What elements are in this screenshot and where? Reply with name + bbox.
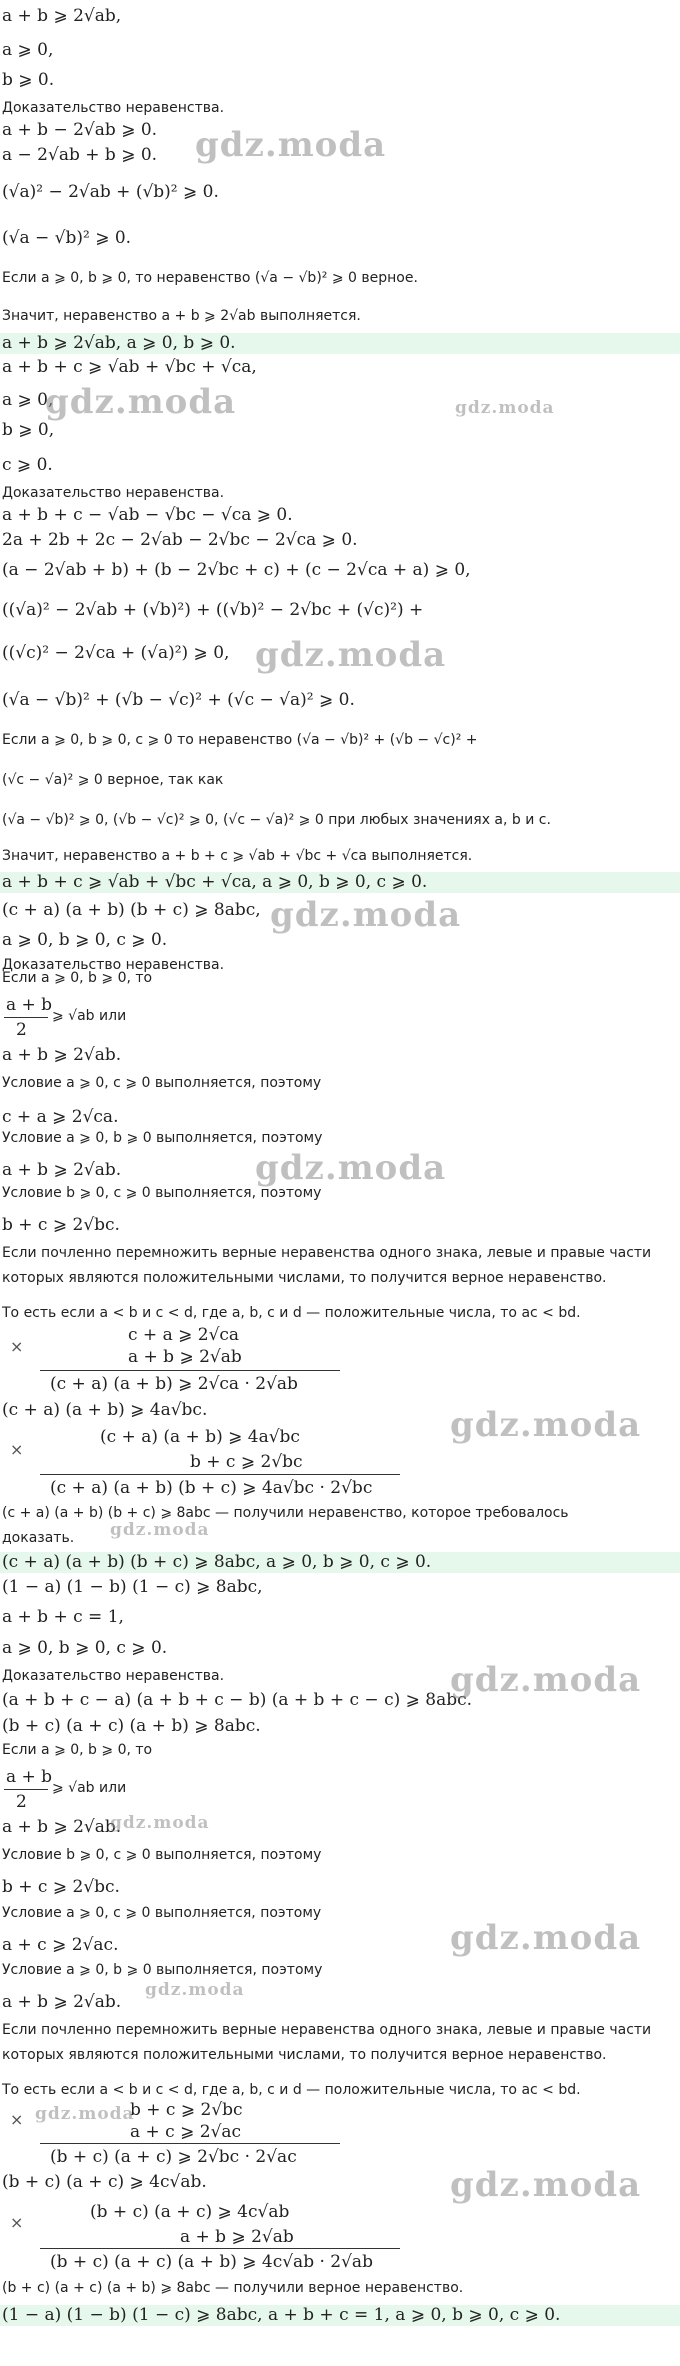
math-line: a − 2√ab + b ⩾ 0. <box>2 145 158 165</box>
text-line: (c + a) (a + b) (b + c) ⩾ 8abc — получили неравенство, которое требовалось <box>2 1505 569 1521</box>
text-line: ⩾ √ab или <box>52 1780 127 1796</box>
math-line: (b + c) (a + c) ⩾ 2√bc · 2√ac <box>50 2147 297 2167</box>
times-icon: × <box>10 2110 24 2129</box>
math-line: (c + a) (a + b) ⩾ 2√ca · 2√ab <box>50 1374 298 1394</box>
math-line: c + a ⩾ 2√ca <box>128 1325 240 1345</box>
text-line: Условие b ⩾ 0, c ⩾ 0 выполняется, поэтому <box>2 1185 322 1201</box>
watermark: gdz.moda <box>450 2165 642 2205</box>
watermark: gdz.moda <box>145 1980 245 2000</box>
math-line: (c + a) (a + b) (b + c) ⩾ 4a√bc · 2√bc <box>50 1478 373 1498</box>
math-line: a + c ⩾ 2√ac. <box>2 1935 119 1955</box>
text-line: Если a ⩾ 0, b ⩾ 0, c ⩾ 0 то неравенство (√a − √b)² + (√b − √c)² + <box>2 732 478 748</box>
math-line: (c + a) (a + b) ⩾ 4a√bc <box>100 1427 300 1447</box>
math-line: a ⩾ 0, b ⩾ 0, c ⩾ 0. <box>2 1638 168 1658</box>
text-line: Если a ⩾ 0, b ⩾ 0, то <box>2 970 153 986</box>
text-line: Условие a ⩾ 0, c ⩾ 0 выполняется, поэтому <box>2 1075 322 1091</box>
text-line: Условие b ⩾ 0, c ⩾ 0 выполняется, поэтому <box>2 1847 322 1863</box>
text-line: Значит, неравенство a + b + c ⩾ √ab + √bc + √ca выполняется. <box>2 848 473 864</box>
result-line: a + b + c ⩾ √ab + √bc + √ca, a ⩾ 0, b ⩾ 0, c ⩾ 0. <box>0 872 680 893</box>
watermark: gdz.moda <box>195 125 387 165</box>
multiplication-rule <box>40 1370 340 1371</box>
result-line: (c + a) (a + b) (b + c) ⩾ 8abc, a ⩾ 0, b ⩾ 0, c ⩾ 0. <box>0 1552 680 1573</box>
math-line: a + b <box>6 1767 53 1787</box>
text-line: Условие a ⩾ 0, b ⩾ 0 выполняется, поэтому <box>2 1130 323 1146</box>
math-line: b ⩾ 0. <box>2 70 55 90</box>
math-line: a + b ⩾ 2√ab, <box>2 6 122 26</box>
math-line: c + a ⩾ 2√ca. <box>2 1107 119 1127</box>
text-line: (√a − √b)² ⩾ 0, (√b − √c)² ⩾ 0, (√c − √a)² ⩾ 0 при любых значениях a, b и c. <box>2 812 551 828</box>
math-line: ((√a)² − 2√ab + (√b)²) + ((√b)² − 2√bc + (√c)²) + <box>2 600 424 620</box>
math-line: a + c ⩾ 2√ac <box>130 2122 242 2142</box>
text-line: (√c − √a)² ⩾ 0 верное, так как <box>2 772 224 788</box>
watermark: gdz.moda <box>255 635 447 675</box>
math-line: (b + c) (a + c) (a + b) ⩾ 4c√ab · 2√ab <box>50 2252 373 2272</box>
math-line: a + b ⩾ 2√ab. <box>2 1992 122 2012</box>
text-line: Доказательство неравенства. <box>2 485 225 501</box>
text-line: которых являются положительными числами, то получится верное неравенство. <box>2 1270 607 1286</box>
math-line: a + b + c ⩾ √ab + √bc + √ca, <box>2 357 257 377</box>
watermark: gdz.moda <box>270 895 462 935</box>
math-line: (b + c) (a + c) ⩾ 4c√ab. <box>2 2172 207 2192</box>
math-line: ((√c)² − 2√ca + (√a)²) ⩾ 0, <box>2 643 230 663</box>
math-line: (√a − √b)² ⩾ 0. <box>2 228 132 248</box>
math-line: 2 <box>16 1792 27 1812</box>
math-line: b + c ⩾ 2√bc. <box>2 1877 120 1897</box>
fraction-bar <box>4 1789 48 1790</box>
math-line: a + b <box>6 995 53 1015</box>
text-line: Доказательство неравенства. <box>2 100 225 116</box>
watermark: gdz.moda <box>450 1918 642 1958</box>
math-line: a + b ⩾ 2√ab. <box>2 1045 122 1065</box>
times-icon: × <box>10 2213 24 2232</box>
watermark: gdz.moda <box>45 382 237 422</box>
math-line: a + b − 2√ab ⩾ 0. <box>2 120 158 140</box>
times-icon: × <box>10 1440 24 1459</box>
math-line: (√a − √b)² + (√b − √c)² + (√c − √a)² ⩾ 0. <box>2 690 355 710</box>
result-line: (1 − a) (1 − b) (1 − c) ⩾ 8abc, a + b + c = 1, a ⩾ 0, b ⩾ 0, c ⩾ 0. <box>0 2305 680 2326</box>
math-line: a + b ⩾ 2√ab <box>128 1347 242 1367</box>
math-line: (c + a) (a + b) ⩾ 4a√bc. <box>2 1400 208 1420</box>
text-line: То есть если a < b и c < d, где a, b, c и d — положительные числа, то ac < bd. <box>2 2082 581 2098</box>
text-line: Значит, неравенство a + b ⩾ 2√ab выполняется. <box>2 308 361 324</box>
math-line: (√a)² − 2√ab + (√b)² ⩾ 0. <box>2 182 219 202</box>
text-line: Если a ⩾ 0, b ⩾ 0, то <box>2 1742 153 1758</box>
watermark: gdz.moda <box>110 1520 210 1540</box>
math-line: 2a + 2b + 2c − 2√ab − 2√bc − 2√ca ⩾ 0. <box>2 530 358 550</box>
math-line: a + b ⩾ 2√ab. <box>2 1160 122 1180</box>
fraction-bar <box>4 1017 48 1018</box>
times-icon: × <box>10 1337 24 1356</box>
watermark: gdz.moda <box>455 398 555 418</box>
math-line: b + c ⩾ 2√bc <box>190 1452 303 1472</box>
math-line: a ⩾ 0, <box>2 390 54 410</box>
math-line: b + c ⩾ 2√bc. <box>2 1215 120 1235</box>
math-line: (c + a) (a + b) (b + c) ⩾ 8abc, <box>2 900 261 920</box>
math-line: (b + c) (a + c) (a + b) ⩾ 8abc. <box>2 1716 261 1736</box>
math-line: (a + b + c − a) (a + b + c − b) (a + b + c − c) ⩾ 8abc. <box>2 1690 473 1710</box>
math-line: a ⩾ 0, <box>2 40 54 60</box>
text-line: которых являются положительными числами, то получится верное неравенство. <box>2 2047 607 2063</box>
math-line: a + b + c − √ab − √bc − √ca ⩾ 0. <box>2 505 293 525</box>
multiplication-rule <box>40 2143 340 2144</box>
text-line: ⩾ √ab или <box>52 1008 127 1024</box>
math-line: a + b ⩾ 2√ab. <box>2 1817 122 1837</box>
math-line: (a − 2√ab + b) + (b − 2√bc + c) + (c − 2√ca + a) ⩾ 0, <box>2 560 471 580</box>
multiplication-rule <box>40 1474 400 1475</box>
math-line: a + b + c = 1, <box>2 1607 124 1627</box>
math-line: (1 − a) (1 − b) (1 − c) ⩾ 8abc, <box>2 1577 263 1597</box>
text-line: Условие a ⩾ 0, c ⩾ 0 выполняется, поэтому <box>2 1905 322 1921</box>
result-line: a + b ⩾ 2√ab, a ⩾ 0, b ⩾ 0. <box>0 333 680 354</box>
text-line: (b + c) (a + c) (a + b) ⩾ 8abc — получили верное неравенство. <box>2 2280 464 2296</box>
math-line: a ⩾ 0, b ⩾ 0, c ⩾ 0. <box>2 930 168 950</box>
math-line: a + b ⩾ 2√ab <box>180 2227 294 2247</box>
math-line: 2 <box>16 1020 27 1040</box>
math-line: c ⩾ 0. <box>2 455 53 475</box>
math-line: b + c ⩾ 2√bc <box>130 2100 243 2120</box>
watermark: gdz.moda <box>450 1660 642 1700</box>
text-line: Доказательство неравенства. <box>2 957 225 973</box>
text-line: Доказательство неравенства. <box>2 1668 225 1684</box>
watermark: gdz.moda <box>110 1813 210 1833</box>
text-line: Если a ⩾ 0, b ⩾ 0, то неравенство (√a − √b)² ⩾ 0 верное. <box>2 270 418 286</box>
watermark: gdz.moda <box>35 2104 135 2124</box>
text-line: Если почленно перемножить верные неравенства одного знака, левые и правые части <box>2 1245 652 1261</box>
text-line: доказать. <box>2 1530 75 1546</box>
watermark: gdz.moda <box>450 1405 642 1445</box>
watermark: gdz.moda <box>255 1148 447 1188</box>
multiplication-rule <box>40 2248 400 2249</box>
text-line: Условие a ⩾ 0, b ⩾ 0 выполняется, поэтому <box>2 1962 323 1978</box>
math-line: b ⩾ 0, <box>2 420 55 440</box>
text-line: То есть если a < b и c < d, где a, b, c и d — положительные числа, то ac < bd. <box>2 1305 581 1321</box>
math-line: (b + c) (a + c) ⩾ 4c√ab <box>90 2202 290 2222</box>
text-line: Если почленно перемножить верные неравенства одного знака, левые и правые части <box>2 2022 652 2038</box>
